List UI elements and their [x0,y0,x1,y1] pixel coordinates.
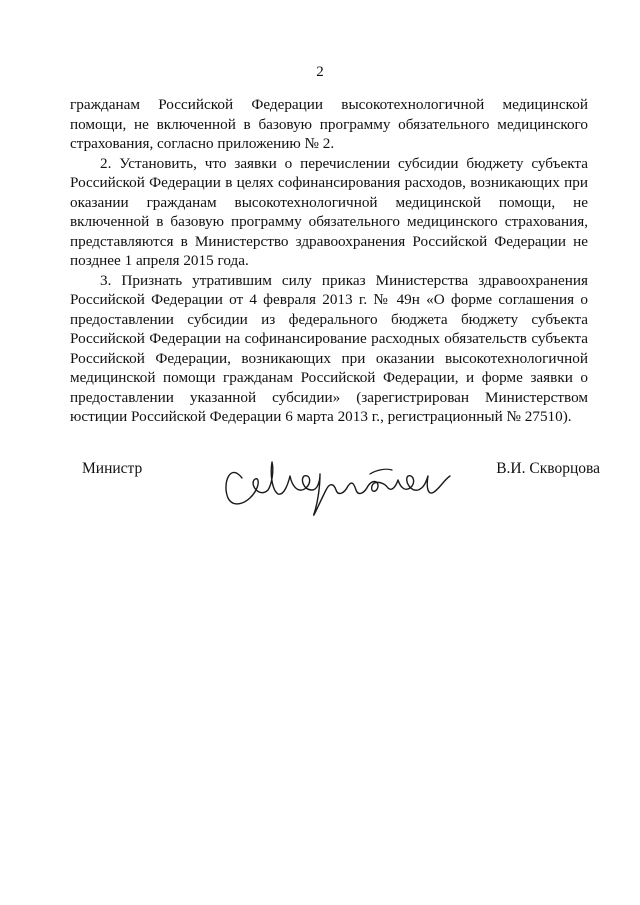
handwritten-signature [220,440,460,520]
paragraph-item-3: 3. Признать утратившим силу приказ Министерства здравоохранения Российской Федерации от 4 февраля 2013 г. № 49н «О форме соглашения о предоставлении субсидии из федерального бюджета бюджету субъекта Российской Федерации на софинансирование расходных обязательств субъекта Российской Федерации, возникающих при оказании высокотехнологичной медицинской помощи гражданам Российской Федерации, и форме заявки о предоставлении указанной субсидии» (зарегистрирован Министерством юстиции Российской Федерации 6 марта 2013 г., регистрационный № 27510). [70,271,588,425]
paragraph-item-2: 2. Установить, что заявки о перечислении субсидии бюджету субъекта Российской Федерации в целях софинансирования расходов, возникающих при оказании гражданам высокотехнологичной медицинской помощи, не включенной в базовую программу обязательного медицинского страхования, представляются в Министерство здравоохранения Российской Федерации не позднее 1 апреля 2015 года. [70,154,588,269]
document-body [70,95,588,427]
signatory-name: В.И. Скворцова [496,460,600,477]
signatory-position: Министр [82,460,143,477]
page-number: 2 [316,64,324,80]
signature-block [70,440,600,520]
paragraph-continuation: гражданам Российской Федерации высокотехнологичной медицинской помощи, не включенной в базовую программу обязательного медицинского страхования, согласно приложению № 2. [70,96,588,152]
